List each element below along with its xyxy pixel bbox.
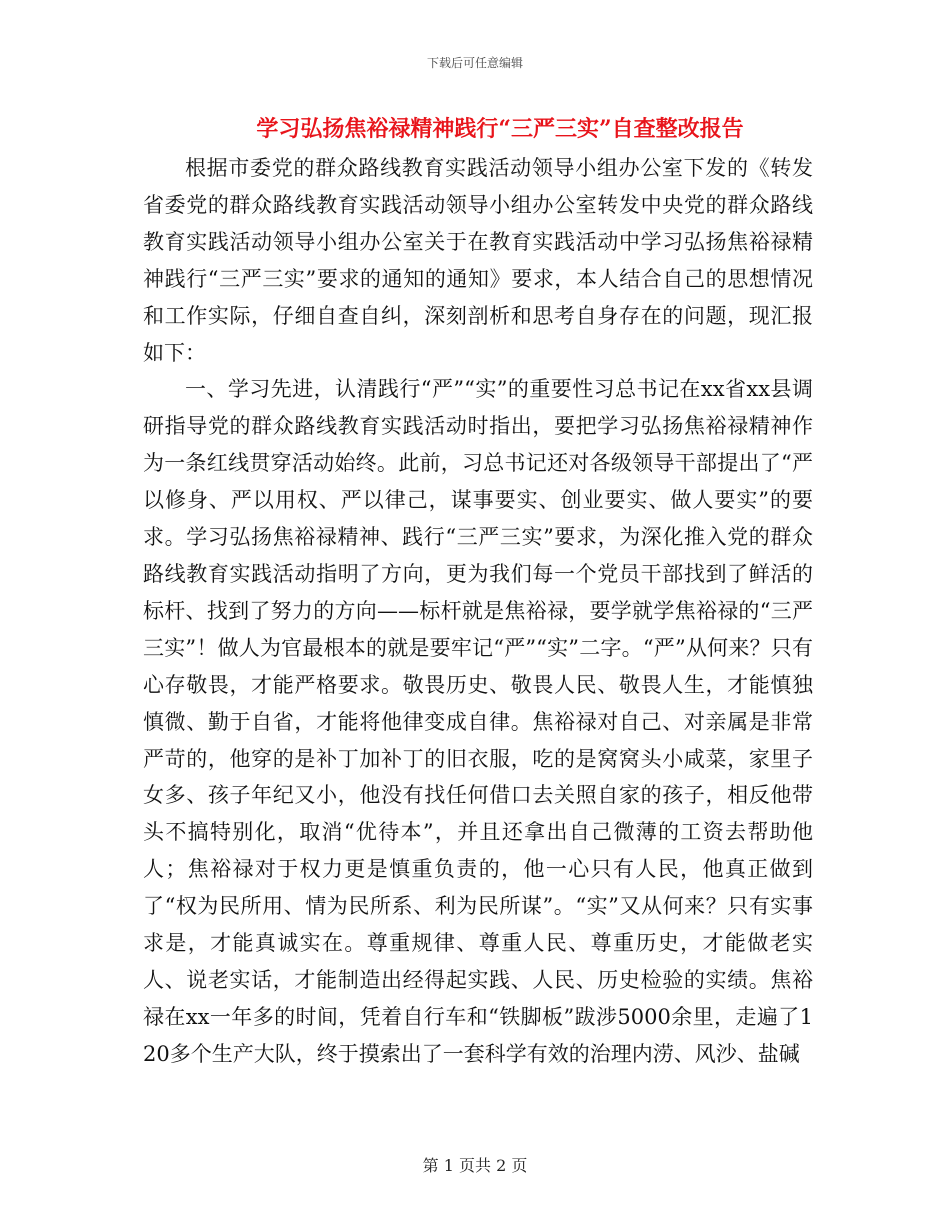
document-body [143, 150, 813, 1073]
page-footer-number: 第 1 页共 2 页 [422, 1156, 528, 1175]
paragraph-intro: 根据市委党的群众路线教育实践活动领导小组办公室下发的《转发省委党的群众路线教育实践活动领导小组办公室转发中央党的群众路线教育实践活动领导小组办公室关于在教育实践活动中学习弘扬焦裕禄精神践行“三严三实”要求的通知的通知》要求，本人结合自己的思想情况和工作实际，仔细自查自纠，深刻剖析和思考自身存在的问题，现汇报如下： [143, 156, 813, 365]
page-header-note: 下载后可任意编辑 [426, 56, 523, 70]
paragraph-section-one: 一、学习先进，认清践行“严”“实”的重要性习总书记在xx省xx县调研指导党的群众路线教育实践活动时指出，要把学习弘扬焦裕禄精神作为一条红线贯穿活动始终。此前，习总书记还对各级领导干部提出了“严以修身、严以用权、严以律己，谋事要实、创业要实、做人要实”的要求。学习弘扬焦裕禄精神、践行“三严三实”要求，为深化推入党的群众路线教育实践活动指明了方向，更为我们每一个党员干部找到了鲜活的标杆、找到了努力的方向——标杆就是焦裕禄，要学就学焦裕禄的“三严三实”！做人为官最根本的就是要牢记“严”“实”二字。“严”从何来？只有心存敬畏，才能严格要求。敬畏历史、敬畏人民、敬畏人生，才能慎独慎微、勤于自省，才能将他律变成自律。焦裕禄对自己、对亲属是非常严苛的，他穿的是补丁加补丁的旧衣服，吃的是窝窝头小咸菜，家里子女多、孩子年纪又小，他没有找任何借口去关照自家的孩子，相反他带头不搞特别化，取消“优待本”，并且还拿出自己微薄的工资去帮助他人；焦裕禄对于权力更是慎重负责的，他一心只有人民，他真正做到了“权为民所用、情为民所系、利为民所谋”。“实”又从何来？只有实事求是，才能真诚实在。尊重规律、尊重人民、尊重历史，才能做老实人、说老实话，才能制造出经得起实践、人民、历史检验的实绩。焦裕禄在xx一年多的时间，凭着自行车和“铁脚板”跋涉5000余里，走遍了120多个生产大队，终于摸索出了一套科学有效的治理内涝、风沙、盐碱 [143, 377, 813, 1066]
document-title: 学习弘扬焦裕禄精神践行“三严三实”自查整改报告 [256, 116, 744, 142]
